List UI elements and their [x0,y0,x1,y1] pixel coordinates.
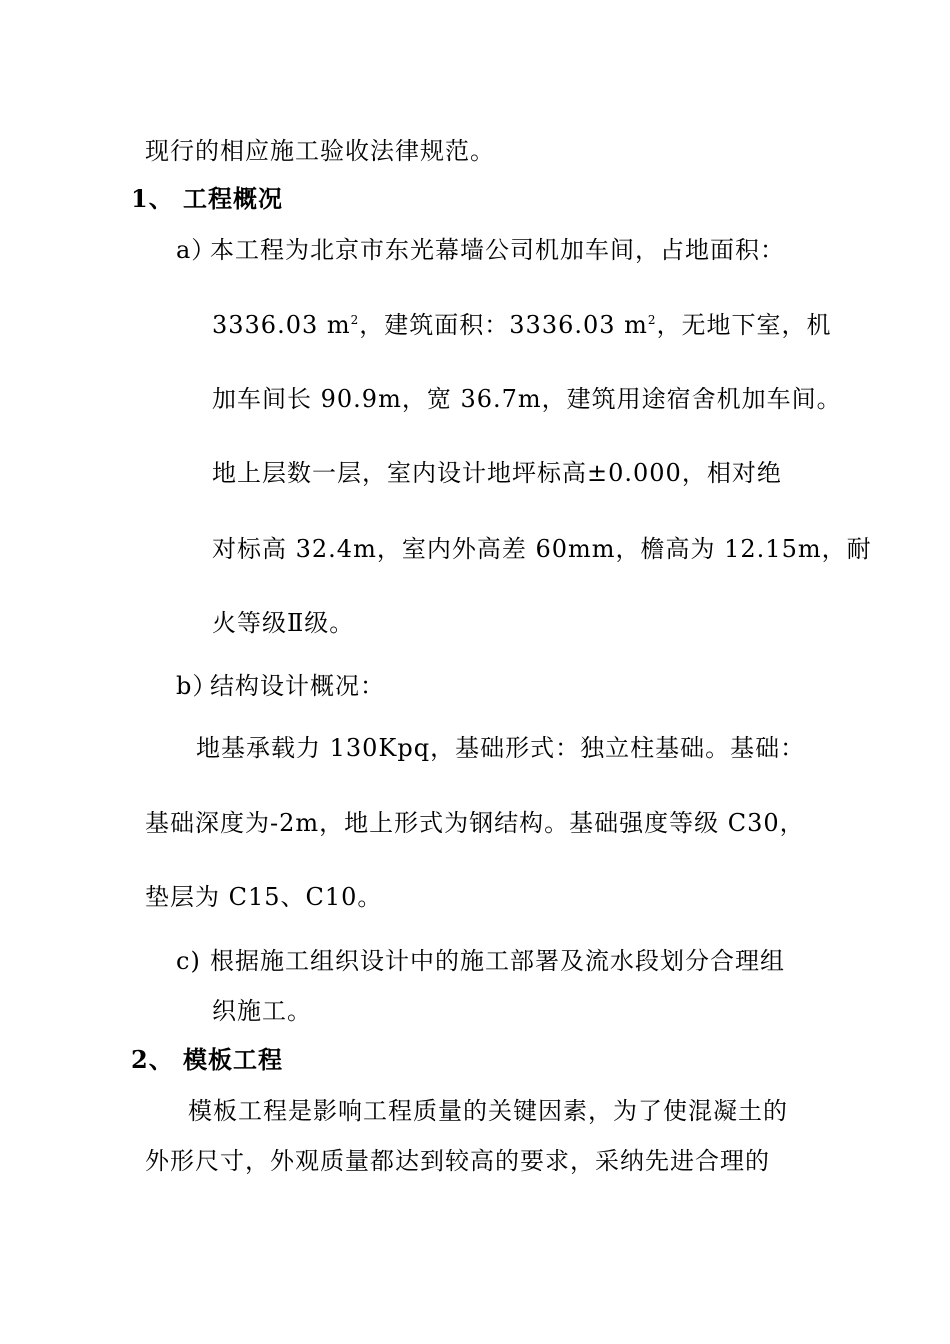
intro-text: 现行的相应施工验收法律规范。 [145,137,495,165]
item-a-line-6: 火等级Ⅱ级。 [212,609,355,637]
item-c-line-1 [176,946,785,976]
item-b-para-line-2: 基础深度为-2m，地上形式为钢结构。基础强度等级 C30， [145,809,805,837]
section-1-heading: 1、 工程概况 [131,184,284,213]
item-a-line-5: 对标高 32.4m，室内外高差 60mm，檐高为 12.15m，耐 [212,535,872,563]
item-a-text-1: 本工程为北京市东光幕墙公司机加车间，占地面积： [210,236,785,264]
item-c-label: c) [176,947,201,975]
item-b-para-line-3: 垫层为 C15、C10。 [145,883,383,911]
item-b-label: b） [176,672,218,700]
item-c-text-1: 根据施工组织设计中的施工部署及流水段划分合理组 [210,947,785,975]
item-b-text-1: 结构设计概况： [210,672,385,700]
item-a-line-3: 加车间长 90.9m，宽 36.7m，建筑用途宿舍机加车间。 [212,385,842,413]
section-2-para-line-1: 模板工程是影响工程质量的关键因素，为了使混凝土的 [188,1097,788,1125]
section-2-heading: 2、 模板工程 [131,1045,284,1074]
item-a-line-4: 地上层数一层，室内设计地坪标高±0.000，相对绝 [212,459,782,487]
item-a-superscript-2: 2 [647,313,657,327]
item-a-label: a） [176,236,217,264]
item-c-line-2: 织施工。 [212,997,312,1025]
item-a-text-2b: ，建筑面积：3336.03 m [359,311,648,339]
item-a-text-2c: ，无地下室，机 [656,311,832,339]
item-b-para-line-1: 地基承载力 130Kpq，基础形式：独立柱基础。基础： [196,734,806,762]
section-2-para-line-2: 外形尺寸，外观质量都达到较高的要求，采纳先进合理的 [145,1147,770,1175]
item-a-line-2 [212,310,832,340]
item-b-line-1 [176,671,385,701]
item-a-text-2a: 3336.03 m [212,311,351,339]
item-a-line-1 [176,235,785,265]
item-a-superscript-1: 2 [350,313,360,327]
